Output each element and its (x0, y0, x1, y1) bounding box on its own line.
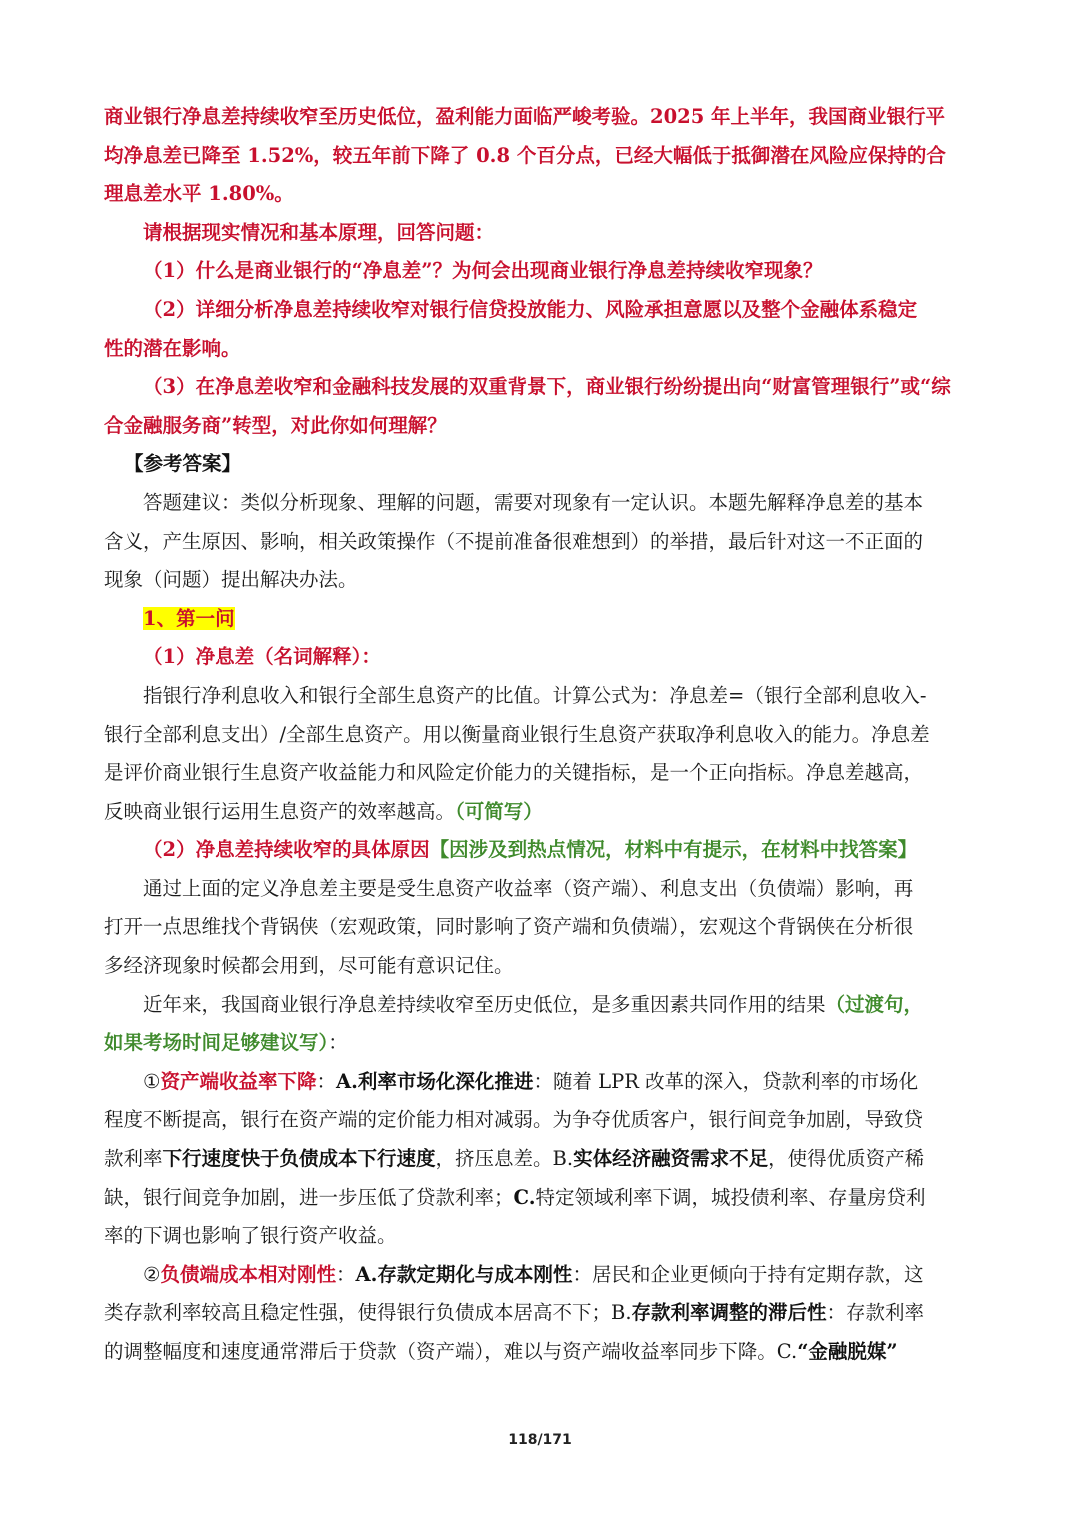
point-title: 资产端收益率下降 (160, 1069, 317, 1093)
reason-line: 通过上面的定义净息差主要是受生息资产收益率（资产端）、利息支出（负债端）影响，再 (143, 876, 914, 900)
question-1: （1）什么是商业银行的“净息差”？为何会出现商业银行净息差持续收窄现象？ (143, 259, 823, 283)
definition-paragraph (104, 677, 978, 831)
point-text: 类存款利率较高且稳定性强，使得银行负债成本居高不下；B. (104, 1301, 632, 1325)
intro-paragraph (104, 98, 978, 214)
question-2-line: （2）详细分析净息差持续收窄对银行信贷投放能力、风险承担意愿以及整个金融体系稳定 (143, 297, 918, 321)
point-number: ② (143, 1262, 161, 1286)
point-emphasis: “金融脱媒” (797, 1340, 898, 1363)
definition-line: 银行全部利息支出）/全部生息资产。用以衡量商业银行生息资产获取净利息收入的能力。净息差 (104, 722, 930, 746)
advice-line: 现象（问题）提出解决办法。 (104, 568, 358, 592)
colon: ： (328, 1031, 348, 1055)
separator: ： (336, 1262, 356, 1286)
point-text: ，使得优质资产稀 (768, 1147, 925, 1171)
point-sub-title: A.利率市场化深化推进 (336, 1069, 534, 1093)
question-prompt: 请根据现实情况和基本原理，回答问题： (143, 220, 495, 244)
point-text: 程度不断提高，银行在资产端的定价能力相对减弱。为争夺优质客户，银行间竞争加剧，导致贷 (104, 1108, 924, 1132)
note-annotation: 【因涉及到热点情况，材料中有提示，在材料中找答案】 (429, 838, 918, 862)
note-annotation: 如果考场时间足够建议写） (104, 1031, 329, 1055)
answer-heading: 【参考答案】 (124, 452, 242, 476)
point-sub-title: A.存款定期化与成本刚性 (355, 1262, 573, 1286)
note-annotation: （可简写） (455, 799, 543, 823)
point-text: 的调整幅度和速度通常滞后于贷款（资产端），难以与资产端收益率同步下降。C. (104, 1340, 798, 1363)
point-text: ：存款利率 (826, 1301, 925, 1325)
point-text: ，挤压息差。B. (435, 1147, 574, 1171)
intro-line: 理息差水平 1.80%。 (104, 182, 294, 206)
intro-line: 均净息差已降至 1.52%，较五年前下降了 0.8 个百分点，已经大幅低于抵御潜在风险应保持的合 (104, 143, 946, 167)
point-text: 款利率 (104, 1147, 163, 1171)
point-text: 率的下调也影响了银行资产收益。 (104, 1224, 397, 1248)
reason-intro-paragraph (104, 870, 978, 986)
definition-line: 指银行净利息收入和银行全部生息资产的比值。计算公式为：净息差=（银行全部利息收入- (143, 683, 927, 707)
point-text: ：居民和企业更倾向于持有定期存款，这 (572, 1262, 924, 1286)
subsection-title: （1）净息差（名词解释）： (143, 645, 381, 669)
subsection-title: （2）净息差持续收窄的具体原因 (143, 838, 430, 862)
definition-line: 是评价商业银行生息资产收益能力和风险定价能力的关键指标，是一个正向指标。净息差越高， (104, 761, 924, 785)
advice-line: 含义，产生原因、影响，相关政策操作（不提前准备很难想到）的举措，最后针对这一不正面的 (104, 529, 924, 553)
reason-line: 打开一点思维找个背锅侠（宏观政策，同时影响了资产端和负债端），宏观这个背锅侠在分析很 (104, 915, 914, 939)
point-emphasis: 存款利率调整的滞后性 (631, 1301, 827, 1325)
recent-paragraph (104, 986, 978, 1063)
separator: ： (316, 1069, 337, 1093)
point-title: 负债端成本相对刚性 (160, 1262, 336, 1286)
point-2-paragraph (104, 1256, 978, 1372)
question-2-line: 性的潜在影响。 (104, 336, 241, 360)
page-number: 118/171 (508, 1432, 572, 1448)
definition-line: 反映商业银行运用生息资产的效率越高。 (104, 799, 456, 823)
point-emphasis: 实体经济融资需求不足 (573, 1147, 769, 1171)
note-annotation: （过渡句， (825, 992, 924, 1016)
point-text: 缺，银行间竞争加剧，进一步压低了贷款利率； (104, 1185, 514, 1209)
advice-paragraph (104, 484, 978, 600)
question-3-line: （3）在净息差收窄和金融科技发展的双重背景下，商业银行纷纷提出向“财富管理银行”或“综 (143, 375, 951, 399)
advice-line: 答题建议：类似分析现象、理解的问题，需要对现象有一定认识。本题先解释净息差的基本 (143, 490, 924, 514)
point-text: 特定领域利率下调，城投债利率、存量房贷利 (535, 1185, 926, 1209)
recent-text: 近年来，我国商业银行净息差持续收窄至历史低位，是多重因素共同作用的结果 (143, 992, 826, 1016)
reason-line: 多经济现象时候都会用到，尽可能有意识记住。 (104, 954, 514, 978)
document-page (104, 98, 978, 1372)
point-1-paragraph (104, 1063, 978, 1256)
intro-line: 商业银行净息差持续收窄至历史低位，盈利能力面临严峻考验。2025 年上半年，我国商业银行平 (104, 105, 946, 128)
section-heading: 1、第一问 (143, 606, 235, 630)
point-number: ① (143, 1069, 161, 1093)
point-emphasis: 下行速度快于负债成本下行速度 (162, 1147, 436, 1171)
point-text: ：随着 LPR 改革的深入，贷款利率的市场化 (533, 1069, 919, 1093)
question-3-line: 合金融服务商”转型，对此你如何理解？ (104, 413, 447, 437)
point-emphasis: C. (513, 1185, 536, 1209)
